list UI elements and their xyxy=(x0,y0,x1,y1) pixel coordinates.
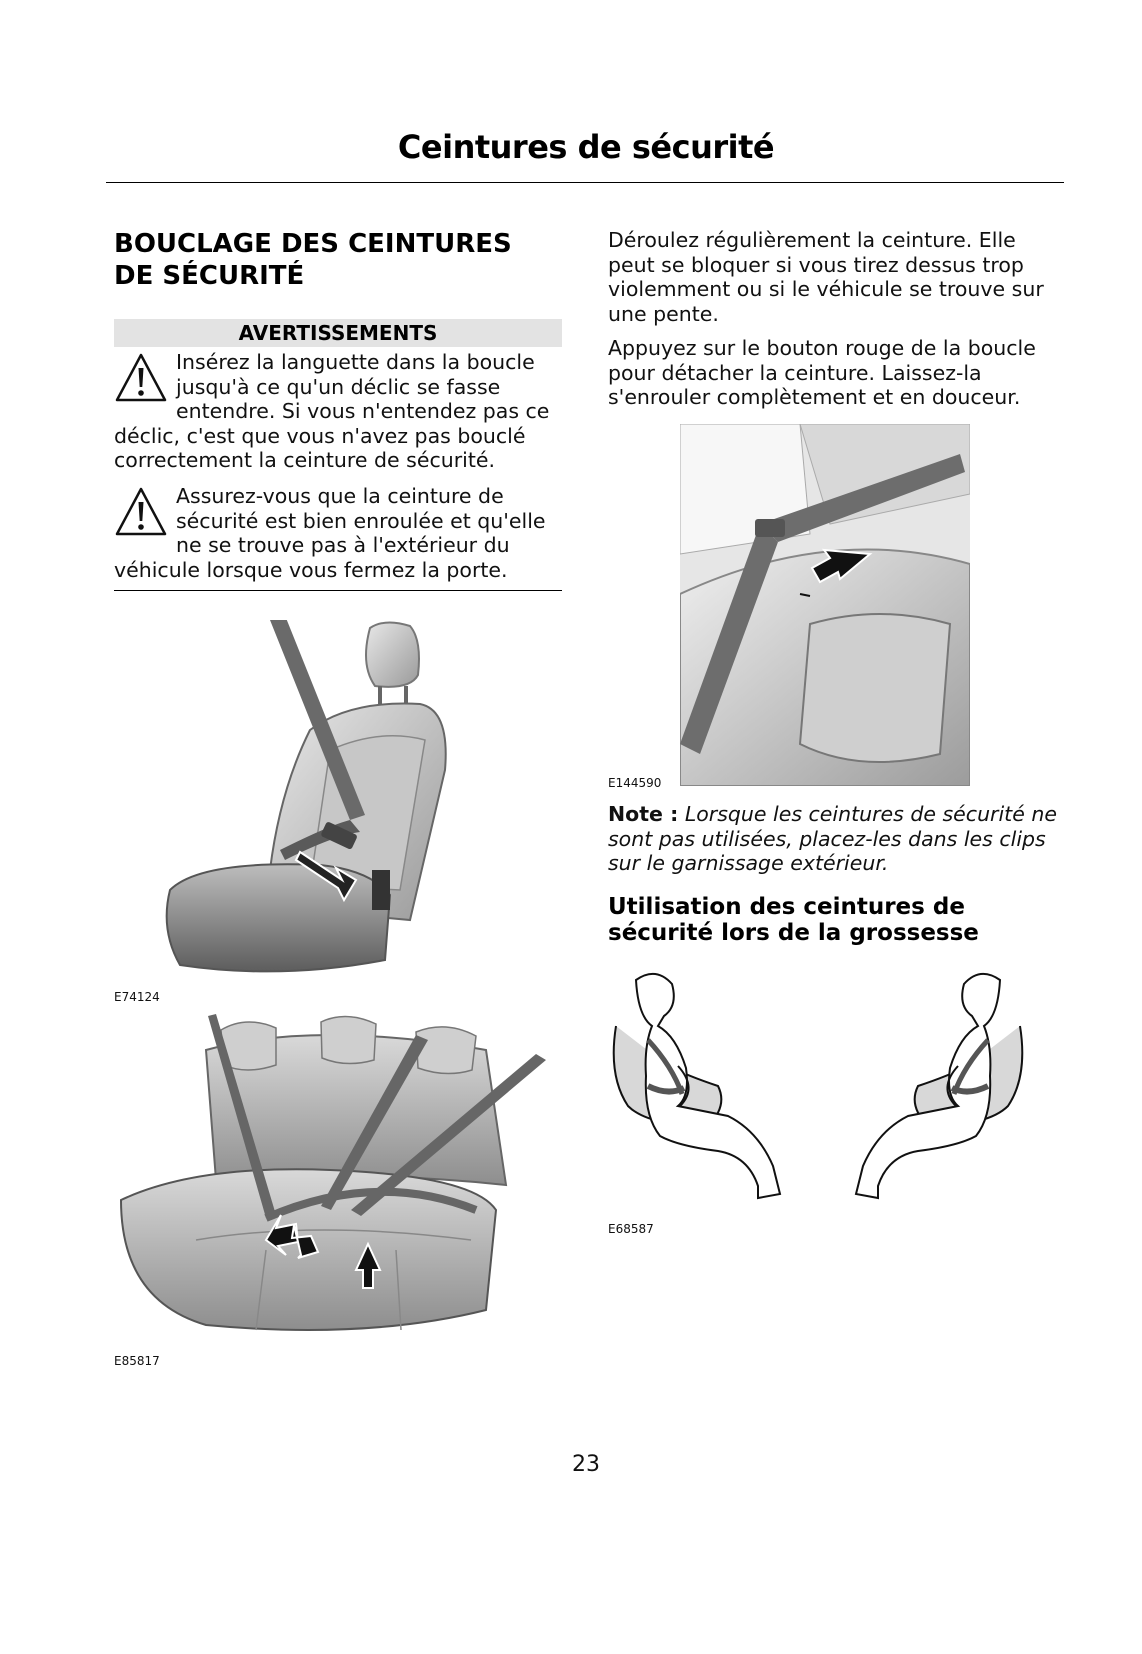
seated-pregnant-woman-left xyxy=(614,974,780,1198)
note-paragraph xyxy=(608,802,1068,876)
warning-1-text: Insérez la languette dans la boucle jusqu'à ce qu'un déclic se fasse entendre. Si vous n'entendez pas ce déclic, c'est que vous n'avez pas bouclé correctement la ceinture de sécurité. xyxy=(114,350,550,472)
warnings-header: AVERTISSEMENTS xyxy=(114,319,562,347)
note-label: Note : xyxy=(608,802,679,826)
figure-code-rear-bench: E85817 xyxy=(114,1354,160,1368)
warnings-bottom-divider xyxy=(114,590,562,591)
figure-code-belt-clip: E144590 xyxy=(608,776,662,790)
pregnancy-illustration xyxy=(608,966,1028,1206)
page-number: 23 xyxy=(572,1452,600,1477)
note-text: Lorsque les ceintures de sécurité ne sont pas utilisées, placez-les dans les clips sur le garnissage extérieur. xyxy=(608,802,1057,875)
pregnancy-subheading-line-1: Utilisation des ceintures de xyxy=(608,894,965,920)
section-heading-line-1: BOUCLAGE DES CEINTURES xyxy=(114,229,512,259)
figure-code-front-seat: E74124 xyxy=(114,990,160,1004)
seated-pregnant-woman-right xyxy=(856,974,1022,1198)
warning-2 xyxy=(114,484,562,582)
belt-clip-illustration xyxy=(680,424,970,786)
page-title: Ceintures de sécurité xyxy=(397,128,775,166)
warning-1 xyxy=(114,350,562,473)
front-seat-illustration xyxy=(160,620,490,980)
warning-2-text: Assurez-vous que la ceinture de sécurité est bien enroulée et qu'elle ne se trouve pas à l'extérieur du véhicule lorsque vous fermez la porte. xyxy=(114,484,546,582)
rear-bench-illustration xyxy=(116,1010,546,1350)
pregnancy-subheading-line-2: sécurité lors de la grossesse xyxy=(608,920,979,946)
paragraph-unroll: Déroulez régulièrement la ceinture. Elle peut se bloquer si vous tirez dessus trop violemment ou si le véhicule se trouve sur une pente. xyxy=(608,228,1044,326)
paragraph-release: Appuyez sur le bouton rouge de la boucle pour détacher la ceinture. Laissez-la s'enrouler complètement et en douceur. xyxy=(608,336,1036,409)
section-heading-line-2: DE SÉCURITÉ xyxy=(114,261,305,291)
figure-code-pregnancy: E68587 xyxy=(608,1222,654,1236)
warning-triangle-icon xyxy=(114,352,168,404)
title-divider xyxy=(106,182,1064,183)
warning-triangle-icon xyxy=(114,486,168,538)
pregnancy-subheading xyxy=(608,894,1068,946)
section-heading xyxy=(114,228,574,292)
